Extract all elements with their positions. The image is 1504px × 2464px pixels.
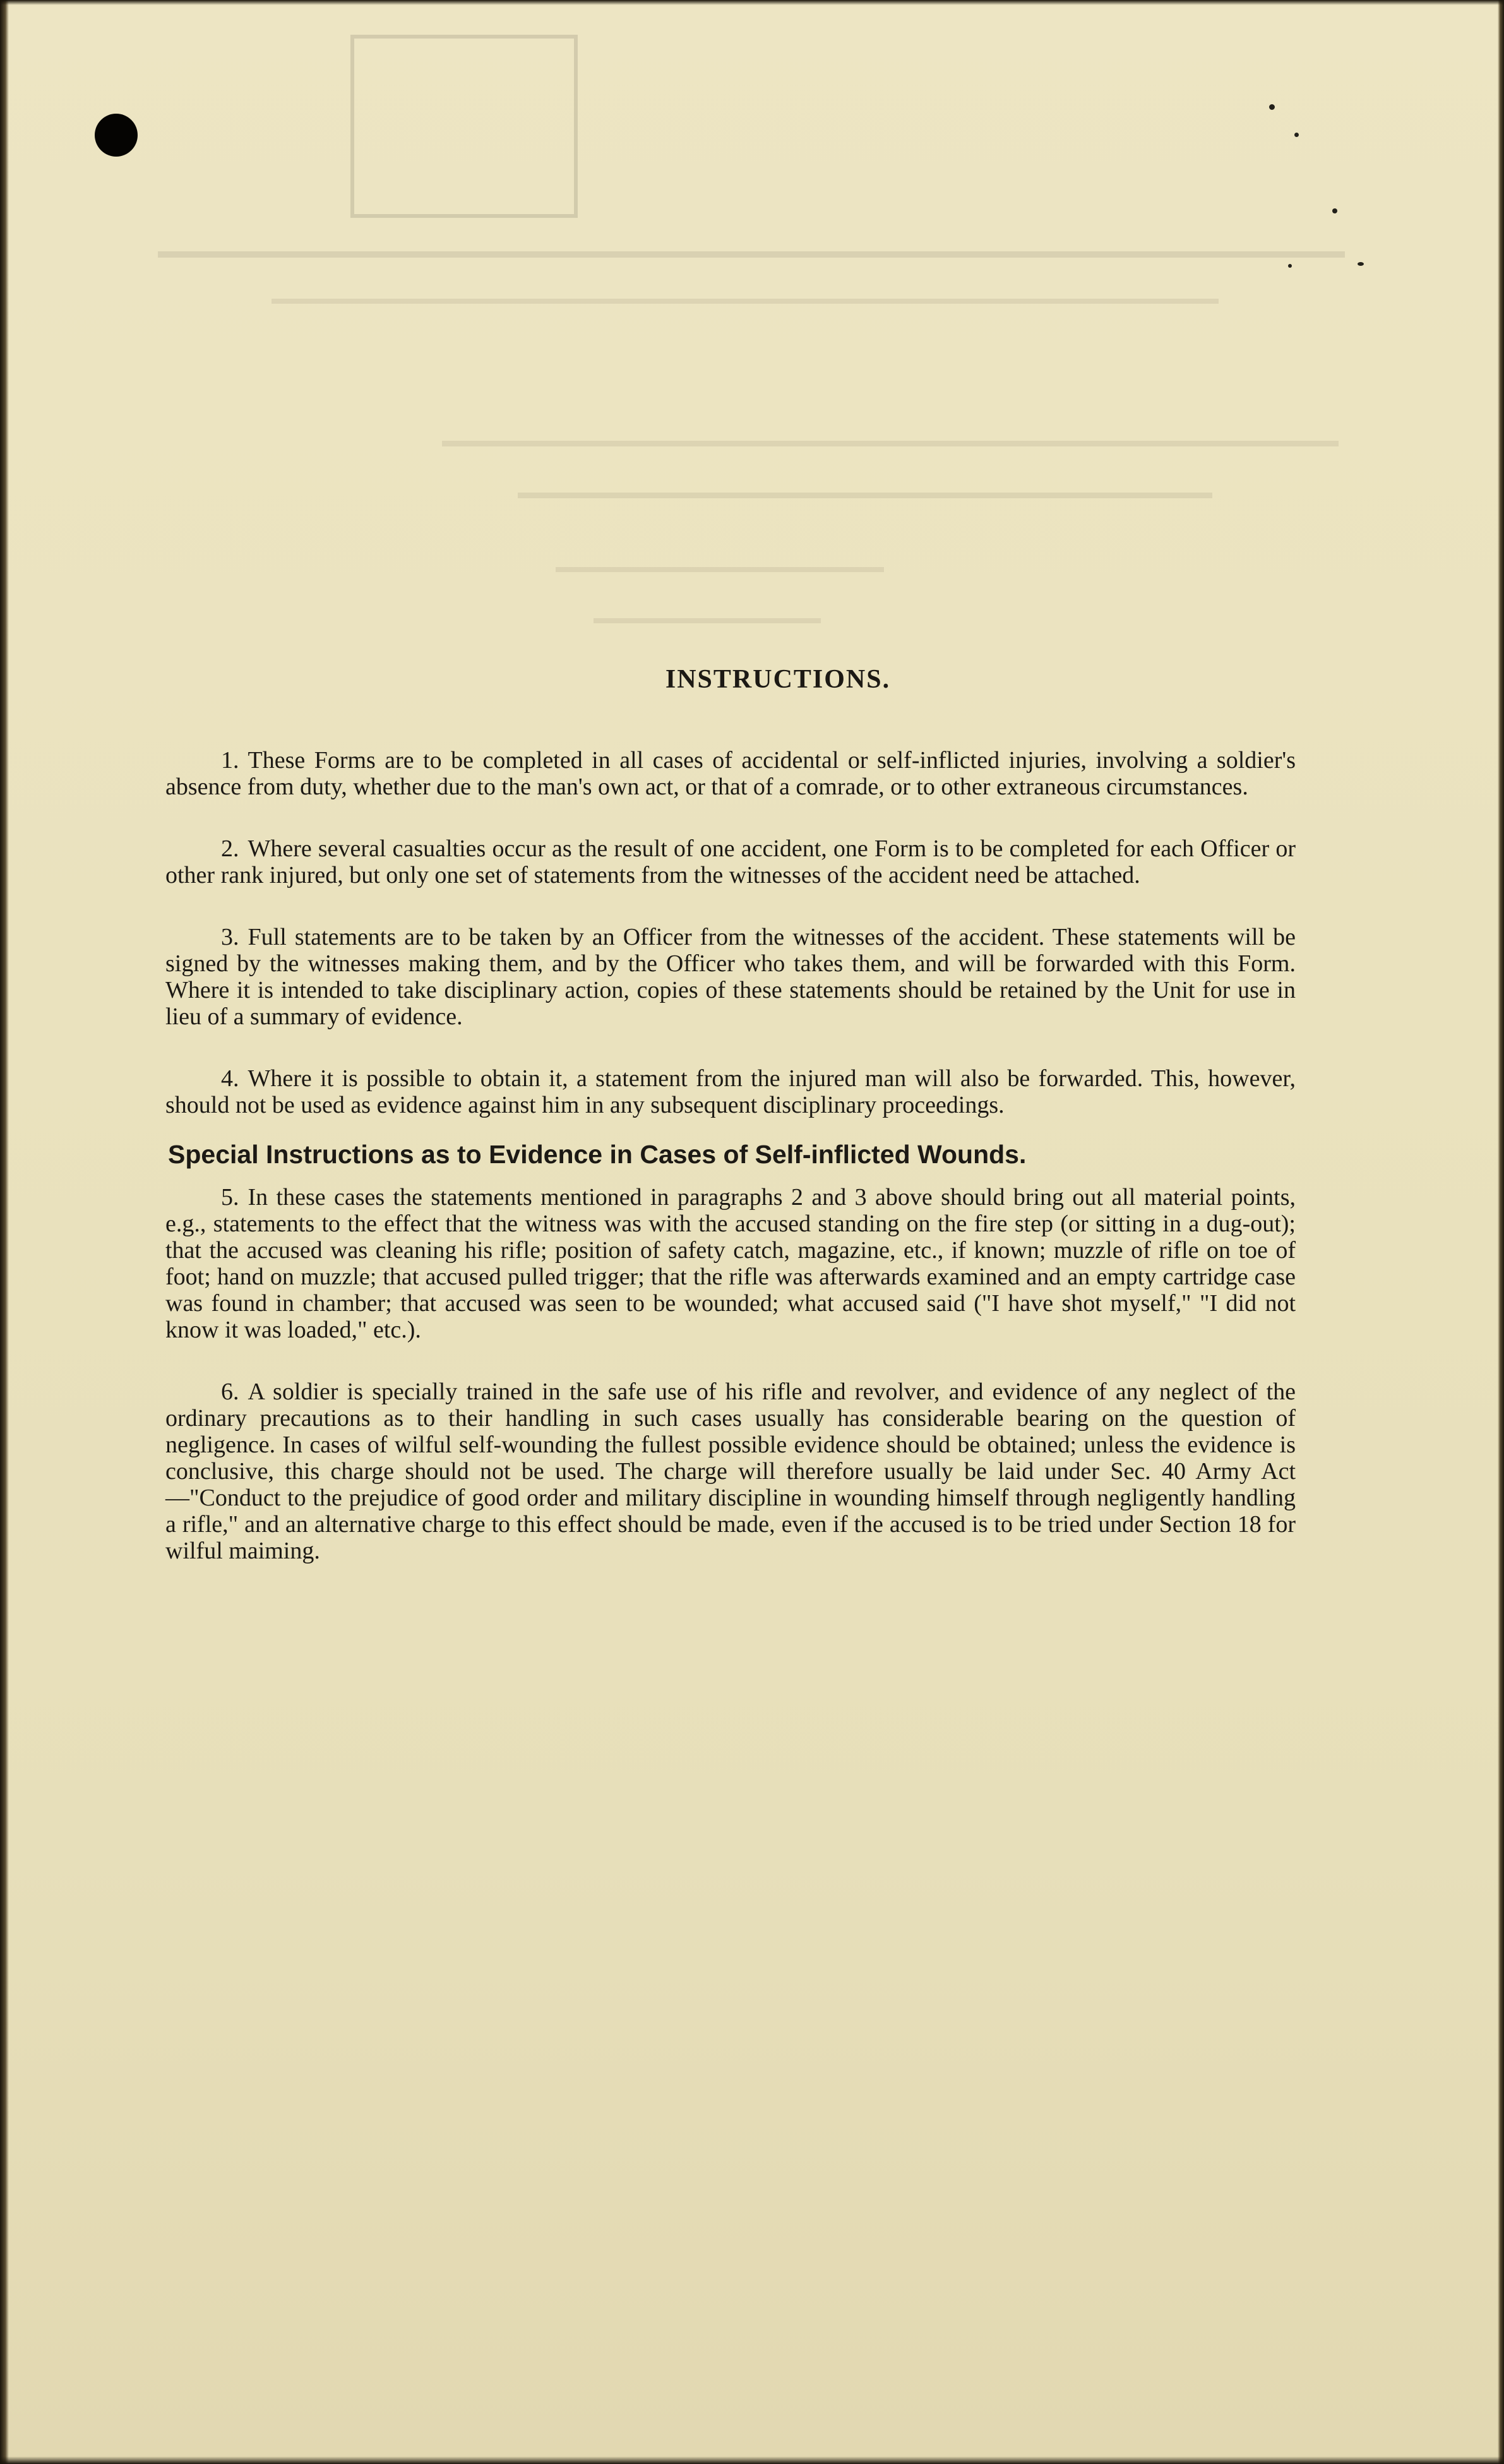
paragraph-number: 3. (221, 924, 239, 950)
instruction-paragraph-4 (165, 1065, 1296, 1118)
instruction-paragraph-3 (165, 924, 1296, 1030)
paragraph-text: These Forms are to be completed in all cases of accidental or self-inflicted injuries, involving a soldier's absence from duty, whether due to the man's own act, or that of a comrade, or to other extraneous circumstances. (165, 747, 1296, 800)
show-through-texture (145, 208, 1345, 278)
page-edge-right (1498, 0, 1504, 2464)
instruction-paragraph-5 (165, 1184, 1296, 1343)
paragraph-number: 6. (221, 1379, 239, 1405)
ink-speck (1269, 104, 1275, 110)
special-instructions-heading: Special Instructions as to Evidence in Cases of Self-inflicted Wounds. (168, 1140, 1027, 1169)
paragraph-text: Where it is possible to obtain it, a statement from the injured man will also be forwarded. This, however, should not be used as evidence against him in any subsequent disciplinary proceedings. (165, 1065, 1296, 1118)
paragraph-text: In these cases the statements mentioned in paragraphs 2 and 3 above should bring out all material points, e.g., statements to the effect that the witness was with the accused standing on the fire step (or sitting in a dug-out); that the accused was cleaning his rifle; position of safety catch, magazine, etc., if known; muzzle of rifle on toe of foot; hand on muzzle; that accused pulled trigger; that the rifle was afterwards examined and an empty cartridge case was found in chamber; that accused was seen to be wounded; what accused said ("I have shot myself," "I did not know it was loaded," etc.). (165, 1184, 1296, 1343)
instruction-paragraph-1 (165, 747, 1296, 800)
page-edge-left (0, 0, 9, 2464)
paragraph-number: 1. (221, 747, 239, 774)
paragraph-text: A soldier is specially trained in the safe use of his rifle and revolver, and evidence of any neglect of the ordinary precautions as to their handling in such cases usually has considerable bearing on the question of negligence. In cases of wilful self-wounding the fullest possible evidence should be obtained; unless the evidence is conclusive, this charge should not be used. The charge will therefore usually be laid under Sec. 40 Army Act—"Conduct to the prejudice of good order and military discipline in wounding himself through negligently handling a rifle," and an alternative charge to this effect should be made, even if the accused is to be tried under Section 18 for wilful maiming. (165, 1379, 1296, 1564)
show-through-texture (391, 404, 1339, 480)
ink-speck (1358, 262, 1364, 266)
show-through-texture (505, 530, 1010, 606)
paragraph-text: Full statements are to be taken by an Officer from the witnesses of the accident. These statements will be signed by the witnesses making them, and by the Officer who takes them, and will be forwarded with this Form. Where it is intended to take disciplinary action, copies of these statements should be retained by the Unit for use in lieu of a summary of evidence. (165, 924, 1296, 1030)
paragraph-number: 4. (221, 1065, 239, 1092)
ink-speck (1294, 133, 1299, 137)
page-edge-top (0, 0, 1504, 5)
ink-speck (1288, 264, 1292, 268)
page-edge-bottom (0, 2456, 1504, 2464)
paragraph-number: 2. (221, 835, 239, 862)
instruction-paragraph-6 (165, 1379, 1296, 1564)
instructions-text-block (165, 666, 1296, 1600)
instructions-title: INSTRUCTIONS. (665, 665, 891, 694)
faded-stamp-outline (350, 35, 578, 218)
paragraph-number: 5. (221, 1184, 239, 1211)
paragraph-text: Where several casualties occur as the result of one accident, one Form is to be completed for each Officer or other rank injured, but only one set of statements from the witnesses of the accident need be attached. (165, 835, 1296, 888)
ink-speck (1332, 208, 1337, 213)
instruction-paragraph-2 (165, 835, 1296, 888)
punch-hole (95, 114, 138, 157)
